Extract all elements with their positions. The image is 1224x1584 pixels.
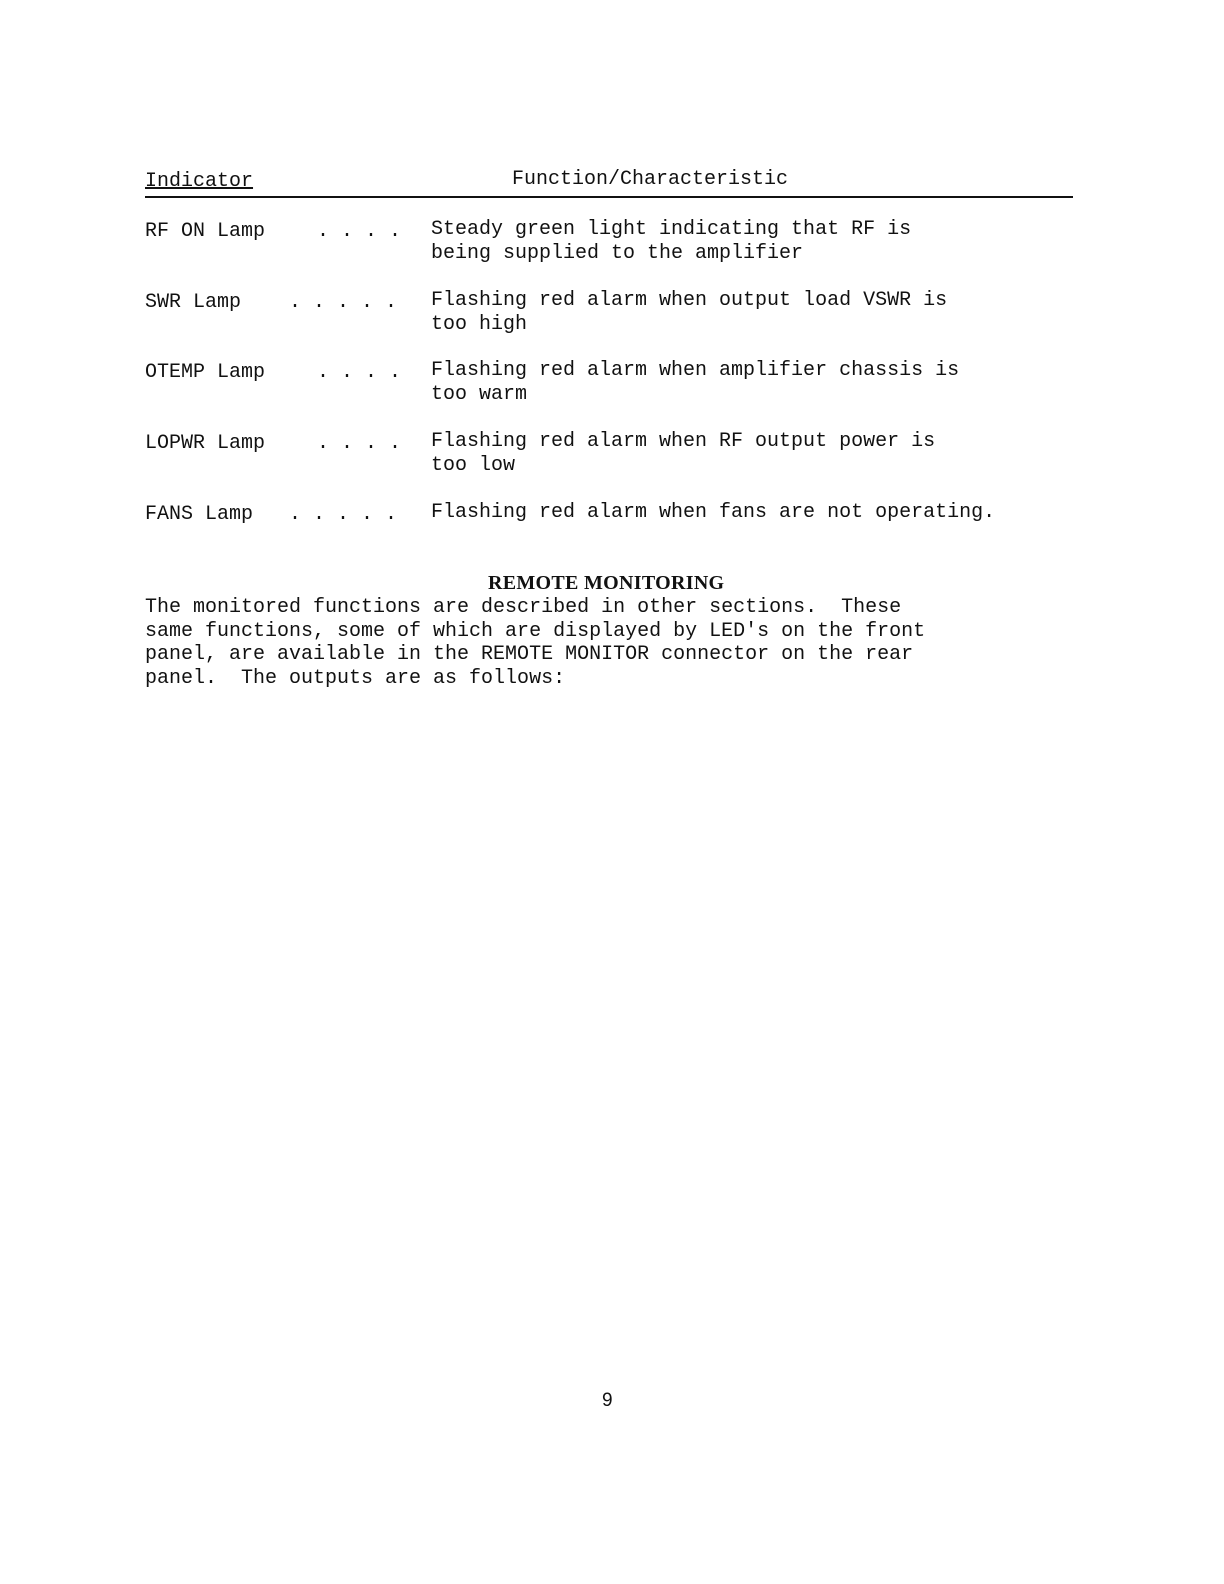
- table-row-otemp: [145, 359, 1085, 409]
- indicator-label: FANS Lamp: [145, 503, 254, 526]
- header-function: Function/Characteristic: [512, 168, 789, 191]
- indicator-label: LOPWR Lamp: [145, 432, 266, 455]
- table-row-rf-on: [145, 218, 1085, 268]
- indicator-label: OTEMP Lamp: [145, 361, 266, 384]
- description-line-1: Flashing red alarm when amplifier chassis is: [431, 359, 960, 382]
- description-line-1: Flashing red alarm when RF output power is: [431, 430, 936, 453]
- indicator-description: [431, 430, 1091, 478]
- dot-leader: . . . .: [317, 432, 402, 455]
- table-row-lopwr: [145, 430, 1085, 480]
- description-line-2: too warm: [431, 383, 528, 406]
- section-paragraph: [145, 596, 1085, 690]
- page-number: 9: [602, 1390, 613, 1411]
- paragraph-line: panel. The outputs are as follows:: [145, 666, 566, 690]
- table-row-swr: [145, 289, 1085, 339]
- section-heading: REMOTE MONITORING: [488, 572, 725, 594]
- indicator-description: [431, 501, 1091, 525]
- indicator-label: RF ON Lamp: [145, 220, 266, 243]
- description-line-1: Flashing red alarm when fans are not operating.: [431, 501, 996, 524]
- dot-leader: . . . .: [317, 220, 402, 243]
- paragraph-line: The monitored functions are described in other sections. These: [145, 596, 902, 619]
- indicator-label: SWR Lamp: [145, 291, 242, 314]
- indicator-description: [431, 218, 1091, 266]
- dot-leader: . . . .: [317, 361, 402, 384]
- indicator-description: [431, 289, 1091, 337]
- dot-leader: . . . . .: [289, 503, 398, 526]
- description-line-2: too low: [431, 454, 516, 477]
- description-line-2: too high: [431, 313, 528, 336]
- indicator-description: [431, 359, 1091, 407]
- description-line-1: Flashing red alarm when output load VSWR is: [431, 289, 948, 312]
- paragraph-line: same functions, some of which are displayed by LED's on the front: [145, 619, 926, 643]
- description-line-2: being supplied to the amplifier: [431, 242, 804, 265]
- header-indicator: Indicator: [145, 170, 254, 193]
- dot-leader: . . . . .: [289, 291, 398, 314]
- table-header: [145, 168, 1073, 198]
- paragraph-line: panel, are available in the REMOTE MONITOR connector on the rear: [145, 643, 914, 666]
- table-row-fans: [145, 501, 1085, 551]
- description-line-1: Steady green light indicating that RF is: [431, 218, 912, 241]
